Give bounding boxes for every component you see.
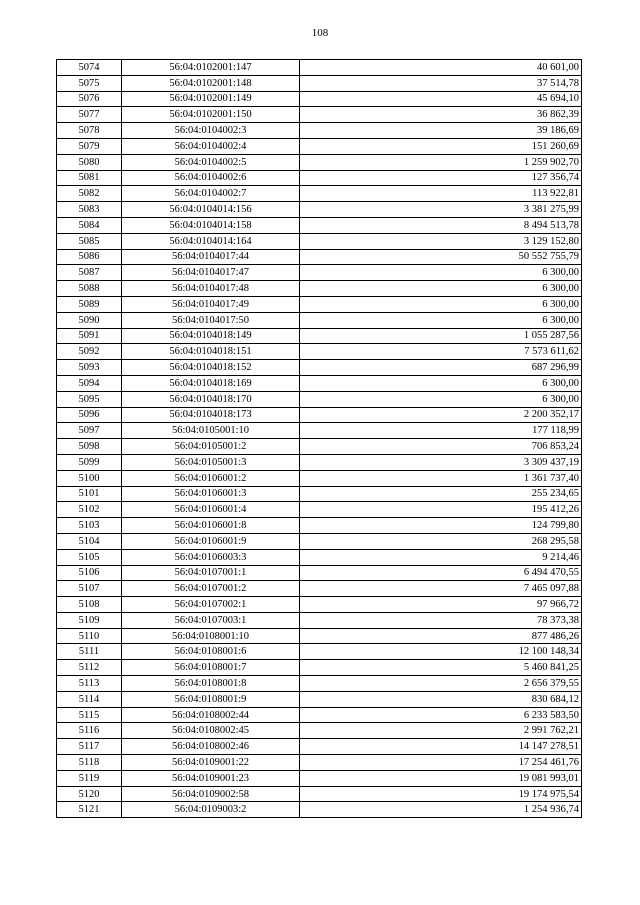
row-number: 5110 <box>57 628 122 644</box>
cadastral-value: 7 573 611,62 <box>300 344 582 360</box>
row-number: 5111 <box>57 644 122 660</box>
table-row <box>57 612 582 628</box>
table-row <box>57 138 582 154</box>
cadastral-number: 56:04:0109003:2 <box>122 802 300 818</box>
cadastral-value: 830 684,12 <box>300 691 582 707</box>
row-number: 5094 <box>57 375 122 391</box>
row-number: 5083 <box>57 202 122 218</box>
cadastral-value: 7 465 097,88 <box>300 581 582 597</box>
table-row <box>57 770 582 786</box>
cadastral-number: 56:04:0104002:7 <box>122 186 300 202</box>
table-row <box>57 249 582 265</box>
table-row <box>57 676 582 692</box>
row-number: 5084 <box>57 217 122 233</box>
table-row <box>57 786 582 802</box>
cadastral-number: 56:04:0102001:149 <box>122 91 300 107</box>
cadastral-value: 45 694,10 <box>300 91 582 107</box>
cadastral-number: 56:04:0104002:4 <box>122 138 300 154</box>
cadastral-number: 56:04:0104002:3 <box>122 123 300 139</box>
table-row <box>57 154 582 170</box>
cadastral-value: 36 862,39 <box>300 107 582 123</box>
cadastral-value: 5 460 841,25 <box>300 660 582 676</box>
row-number: 5102 <box>57 502 122 518</box>
row-number: 5120 <box>57 786 122 802</box>
cadastral-number: 56:04:0102001:148 <box>122 75 300 91</box>
cadastral-number: 56:04:0105001:3 <box>122 454 300 470</box>
cadastral-value: 3 129 152,80 <box>300 233 582 249</box>
row-number: 5091 <box>57 328 122 344</box>
cadastral-value: 195 412,26 <box>300 502 582 518</box>
cadastral-value: 1 361 737,40 <box>300 470 582 486</box>
row-number: 5090 <box>57 312 122 328</box>
row-number: 5079 <box>57 138 122 154</box>
cadastral-value: 6 300,00 <box>300 312 582 328</box>
row-number: 5121 <box>57 802 122 818</box>
cadastral-number: 56:04:0109001:23 <box>122 770 300 786</box>
cadastral-number: 56:04:0104018:173 <box>122 407 300 423</box>
row-number: 5077 <box>57 107 122 123</box>
cadastral-number: 56:04:0106001:3 <box>122 486 300 502</box>
table-row <box>57 739 582 755</box>
cadastral-value: 6 300,00 <box>300 391 582 407</box>
cadastral-value: 17 254 461,76 <box>300 755 582 771</box>
row-number: 5082 <box>57 186 122 202</box>
cadastral-number: 56:04:0104017:48 <box>122 281 300 297</box>
table-row <box>57 60 582 76</box>
cadastral-value: 6 233 583,50 <box>300 707 582 723</box>
cadastral-number: 56:04:0108002:46 <box>122 739 300 755</box>
cadastral-value: 14 147 278,51 <box>300 739 582 755</box>
cadastral-number: 56:04:0104018:151 <box>122 344 300 360</box>
table-row <box>57 802 582 818</box>
row-number: 5088 <box>57 281 122 297</box>
cadastral-value: 877 486,26 <box>300 628 582 644</box>
row-number: 5099 <box>57 454 122 470</box>
row-number: 5101 <box>57 486 122 502</box>
table-row <box>57 344 582 360</box>
cadastral-value: 37 514,78 <box>300 75 582 91</box>
table-row <box>57 597 582 613</box>
cadastral-value: 177 118,99 <box>300 423 582 439</box>
row-number: 5113 <box>57 676 122 692</box>
table-row <box>57 281 582 297</box>
cadastral-number: 56:04:0106001:8 <box>122 518 300 534</box>
cadastral-value: 50 552 755,79 <box>300 249 582 265</box>
cadastral-number: 56:04:0104014:158 <box>122 217 300 233</box>
cadastral-number: 56:04:0108001:9 <box>122 691 300 707</box>
row-number: 5105 <box>57 549 122 565</box>
cadastral-value: 127 356,74 <box>300 170 582 186</box>
table-row <box>57 423 582 439</box>
cadastral-value: 9 214,46 <box>300 549 582 565</box>
row-number: 5085 <box>57 233 122 249</box>
row-number: 5117 <box>57 739 122 755</box>
table-row <box>57 755 582 771</box>
table-row <box>57 202 582 218</box>
table-row <box>57 107 582 123</box>
cadastral-value: 2 656 379,55 <box>300 676 582 692</box>
table-row <box>57 581 582 597</box>
table-row <box>57 486 582 502</box>
table-body <box>57 60 582 818</box>
table-row <box>57 707 582 723</box>
table-row <box>57 691 582 707</box>
row-number: 5112 <box>57 660 122 676</box>
cadastral-value: 1 055 287,56 <box>300 328 582 344</box>
table-row <box>57 565 582 581</box>
cadastral-number: 56:04:0106001:9 <box>122 533 300 549</box>
cadastral-number: 56:04:0105001:10 <box>122 423 300 439</box>
cadastral-number: 56:04:0107001:2 <box>122 581 300 597</box>
cadastral-value: 3 381 275,99 <box>300 202 582 218</box>
cadastral-value: 124 799,80 <box>300 518 582 534</box>
row-number: 5119 <box>57 770 122 786</box>
table-row <box>57 312 582 328</box>
row-number: 5089 <box>57 296 122 312</box>
cadastral-number: 56:04:0109001:22 <box>122 755 300 771</box>
cadastral-value: 255 234,65 <box>300 486 582 502</box>
row-number: 5115 <box>57 707 122 723</box>
cadastral-value: 78 373,38 <box>300 612 582 628</box>
cadastral-value: 6 300,00 <box>300 281 582 297</box>
cadastral-value: 12 100 148,34 <box>300 644 582 660</box>
table-row <box>57 360 582 376</box>
row-number: 5080 <box>57 154 122 170</box>
table-row <box>57 91 582 107</box>
row-number: 5106 <box>57 565 122 581</box>
cadastral-value: 2 991 762,21 <box>300 723 582 739</box>
cadastral-number: 56:04:0108001:10 <box>122 628 300 644</box>
cadastral-number: 56:04:0104018:169 <box>122 375 300 391</box>
cadastral-value: 1 254 936,74 <box>300 802 582 818</box>
cadastral-number: 56:04:0104017:49 <box>122 296 300 312</box>
cadastral-number: 56:04:0105001:2 <box>122 439 300 455</box>
row-number: 5103 <box>57 518 122 534</box>
table-row <box>57 439 582 455</box>
table-row <box>57 502 582 518</box>
cadastral-number: 56:04:0104018:152 <box>122 360 300 376</box>
row-number: 5108 <box>57 597 122 613</box>
cadastral-value: 19 174 975,54 <box>300 786 582 802</box>
cadastral-number: 56:04:0108002:44 <box>122 707 300 723</box>
table-row <box>57 186 582 202</box>
cadastral-value: 19 081 993,01 <box>300 770 582 786</box>
cadastral-number: 56:04:0104014:164 <box>122 233 300 249</box>
cadastral-number: 56:04:0104002:6 <box>122 170 300 186</box>
row-number: 5074 <box>57 60 122 76</box>
row-number: 5097 <box>57 423 122 439</box>
cadastral-value: 151 260,69 <box>300 138 582 154</box>
row-number: 5118 <box>57 755 122 771</box>
table-row <box>57 265 582 281</box>
row-number: 5095 <box>57 391 122 407</box>
cadastral-number: 56:04:0109002:58 <box>122 786 300 802</box>
cadastral-value: 40 601,00 <box>300 60 582 76</box>
table-row <box>57 407 582 423</box>
row-number: 5086 <box>57 249 122 265</box>
table-row <box>57 470 582 486</box>
table-row <box>57 518 582 534</box>
row-number: 5109 <box>57 612 122 628</box>
row-number: 5092 <box>57 344 122 360</box>
row-number: 5098 <box>57 439 122 455</box>
row-number: 5116 <box>57 723 122 739</box>
cadastral-value: 706 853,24 <box>300 439 582 455</box>
cadastral-value: 268 295,58 <box>300 533 582 549</box>
cadastral-number: 56:04:0102001:150 <box>122 107 300 123</box>
cadastral-number: 56:04:0104002:5 <box>122 154 300 170</box>
cadastral-value: 1 259 902,70 <box>300 154 582 170</box>
cadastral-number: 56:04:0108002:45 <box>122 723 300 739</box>
row-number: 5100 <box>57 470 122 486</box>
table-row <box>57 296 582 312</box>
cadastral-value: 6 300,00 <box>300 296 582 312</box>
table-row <box>57 375 582 391</box>
row-number: 5078 <box>57 123 122 139</box>
cadastral-number: 56:04:0108001:6 <box>122 644 300 660</box>
cadastral-value: 39 186,69 <box>300 123 582 139</box>
table-row <box>57 628 582 644</box>
cadastral-number: 56:04:0104018:170 <box>122 391 300 407</box>
row-number: 5114 <box>57 691 122 707</box>
row-number: 5087 <box>57 265 122 281</box>
cadastral-value: 3 309 437,19 <box>300 454 582 470</box>
table-row <box>57 644 582 660</box>
cadastral-value: 8 494 513,78 <box>300 217 582 233</box>
table-row <box>57 723 582 739</box>
table-row <box>57 328 582 344</box>
cadastral-number: 56:04:0108001:8 <box>122 676 300 692</box>
cadastral-number: 56:04:0104017:47 <box>122 265 300 281</box>
cadastral-value: 687 296,99 <box>300 360 582 376</box>
cadastral-number: 56:04:0106001:2 <box>122 470 300 486</box>
cadastral-number: 56:04:0104014:156 <box>122 202 300 218</box>
cadastral-value-table <box>56 59 582 818</box>
table-row <box>57 217 582 233</box>
cadastral-value: 2 200 352,17 <box>300 407 582 423</box>
row-number: 5104 <box>57 533 122 549</box>
cadastral-value: 6 494 470,55 <box>300 565 582 581</box>
row-number: 5096 <box>57 407 122 423</box>
row-number: 5107 <box>57 581 122 597</box>
cadastral-value: 6 300,00 <box>300 375 582 391</box>
table-row <box>57 233 582 249</box>
row-number: 5081 <box>57 170 122 186</box>
cadastral-number: 56:04:0104018:149 <box>122 328 300 344</box>
cadastral-number: 56:04:0106003:3 <box>122 549 300 565</box>
cadastral-number: 56:04:0104017:50 <box>122 312 300 328</box>
table-row <box>57 533 582 549</box>
table-row <box>57 549 582 565</box>
cadastral-value: 6 300,00 <box>300 265 582 281</box>
row-number: 5093 <box>57 360 122 376</box>
table-row <box>57 660 582 676</box>
page-number: 108 <box>311 27 329 39</box>
cadastral-value: 97 966,72 <box>300 597 582 613</box>
cadastral-number: 56:04:0107002:1 <box>122 597 300 613</box>
row-number: 5076 <box>57 91 122 107</box>
cadastral-number: 56:04:0106001:4 <box>122 502 300 518</box>
cadastral-number: 56:04:0107003:1 <box>122 612 300 628</box>
cadastral-number: 56:04:0107001:1 <box>122 565 300 581</box>
row-number: 5075 <box>57 75 122 91</box>
table-row <box>57 75 582 91</box>
cadastral-number: 56:04:0108001:7 <box>122 660 300 676</box>
cadastral-number: 56:04:0102001:147 <box>122 60 300 76</box>
table-row <box>57 123 582 139</box>
table-row <box>57 454 582 470</box>
table-row <box>57 170 582 186</box>
cadastral-value: 113 922,81 <box>300 186 582 202</box>
cadastral-number: 56:04:0104017:44 <box>122 249 300 265</box>
table-row <box>57 391 582 407</box>
